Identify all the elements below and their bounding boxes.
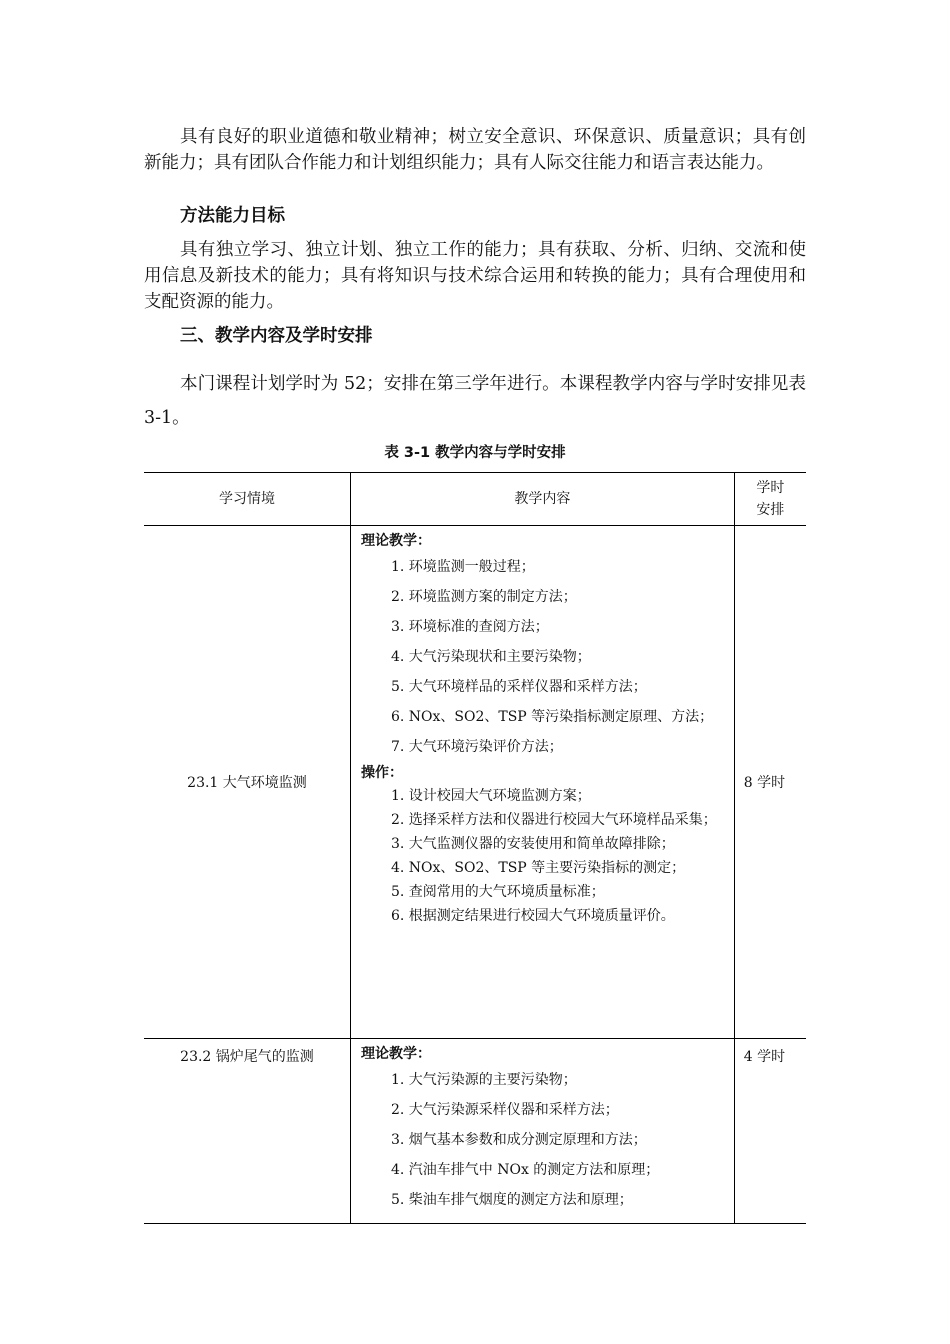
theory-item: 2. 大气污染源采样仪器和采样方法； [390,1102,619,1118]
theory-item: 4. 汽油车排气中 NOx 的测定方法和原理； [390,1162,660,1178]
operation-item: 3. 大气监测仪器的安装使用和简单故障排除； [390,836,675,852]
hours-cell: 4 学时 [734,1039,806,1224]
theory-item: 2. 环境监测方案的制定方法； [390,589,577,605]
theory-item: 3. 烟气基本参数和成分测定原理和方法； [390,1132,647,1148]
header-hours [734,473,806,526]
theory-item: 6. NOx、SO2、TSP 等污染指标测定原理、方法； [390,709,714,725]
content-cell [350,1039,734,1224]
table-caption: 表 3-1 教学内容与学时安排 [384,445,566,461]
header-hours-line1: 学时 [756,480,785,496]
content-cell [350,526,734,1039]
header-situation: 学习情境 [144,473,350,526]
theory-item: 1. 大气污染源的主要污染物； [390,1072,577,1088]
operation-item: 1. 设计校园大气环境监测方案； [390,788,591,804]
theory-item: 5. 大气环境样品的采样仪器和采样方法； [390,679,647,695]
operation-item: 6. 根据测定结果进行校园大气环境质量评价。 [390,908,675,924]
theory-item: 7. 大气环境污染评价方法； [390,739,563,755]
theory-item: 5. 柴油车排气烟度的测定方法和原理； [390,1192,633,1208]
section-heading: 三、教学内容及学时安排 [180,326,373,346]
operation-item: 4. NOx、SO2、TSP 等主要污染指标的测定； [390,860,686,876]
theory-label: 理论教学： [360,533,431,549]
intro-paragraph: 具有良好的职业道德和敬业精神；树立安全意识、环保意识、质量意识；具有创新能力；具有团队合作能力和计划组织能力；具有人际交往能力和语言表达能力。 [144,127,806,173]
method-ability-paragraph: 具有独立学习、独立计划、独立工作的能力；具有获取、分析、归纳、交流和使用信息及新技术的能力；具有将知识与技术综合运用和转换的能力；具有合理使用和支配资源的能力。 [144,240,806,312]
header-hours-line2: 安排 [756,502,785,518]
operation-item: 2. 选择采样方法和仪器进行校园大气环境样品采集； [390,812,717,828]
operation-label: 操作： [360,765,403,781]
hours-cell: 8 学时 [734,526,806,1039]
theory-item: 3. 环境标准的查阅方法； [390,619,549,635]
table-header-row [144,473,806,526]
theory-item: 1. 环境监测一般过程； [390,559,535,575]
theory-label: 理论教学： [360,1046,431,1062]
header-content: 教学内容 [350,473,734,526]
teaching-plan-table [144,472,806,1224]
situation-cell: 23.2 锅炉尾气的监测 [144,1039,350,1224]
section-paragraph: 本门课程计划学时为 52；安排在第三学年进行。本课程教学内容与学时安排见表 3-1。 [144,374,806,428]
method-ability-heading: 方法能力目标 [180,206,285,226]
table-row [144,1039,806,1224]
situation-cell: 23.1 大气环境监测 [144,526,350,1039]
theory-item: 4. 大气污染现状和主要污染物； [390,649,591,665]
operation-item: 5. 查阅常用的大气环境质量标准； [390,884,605,900]
table-row [144,526,806,1039]
